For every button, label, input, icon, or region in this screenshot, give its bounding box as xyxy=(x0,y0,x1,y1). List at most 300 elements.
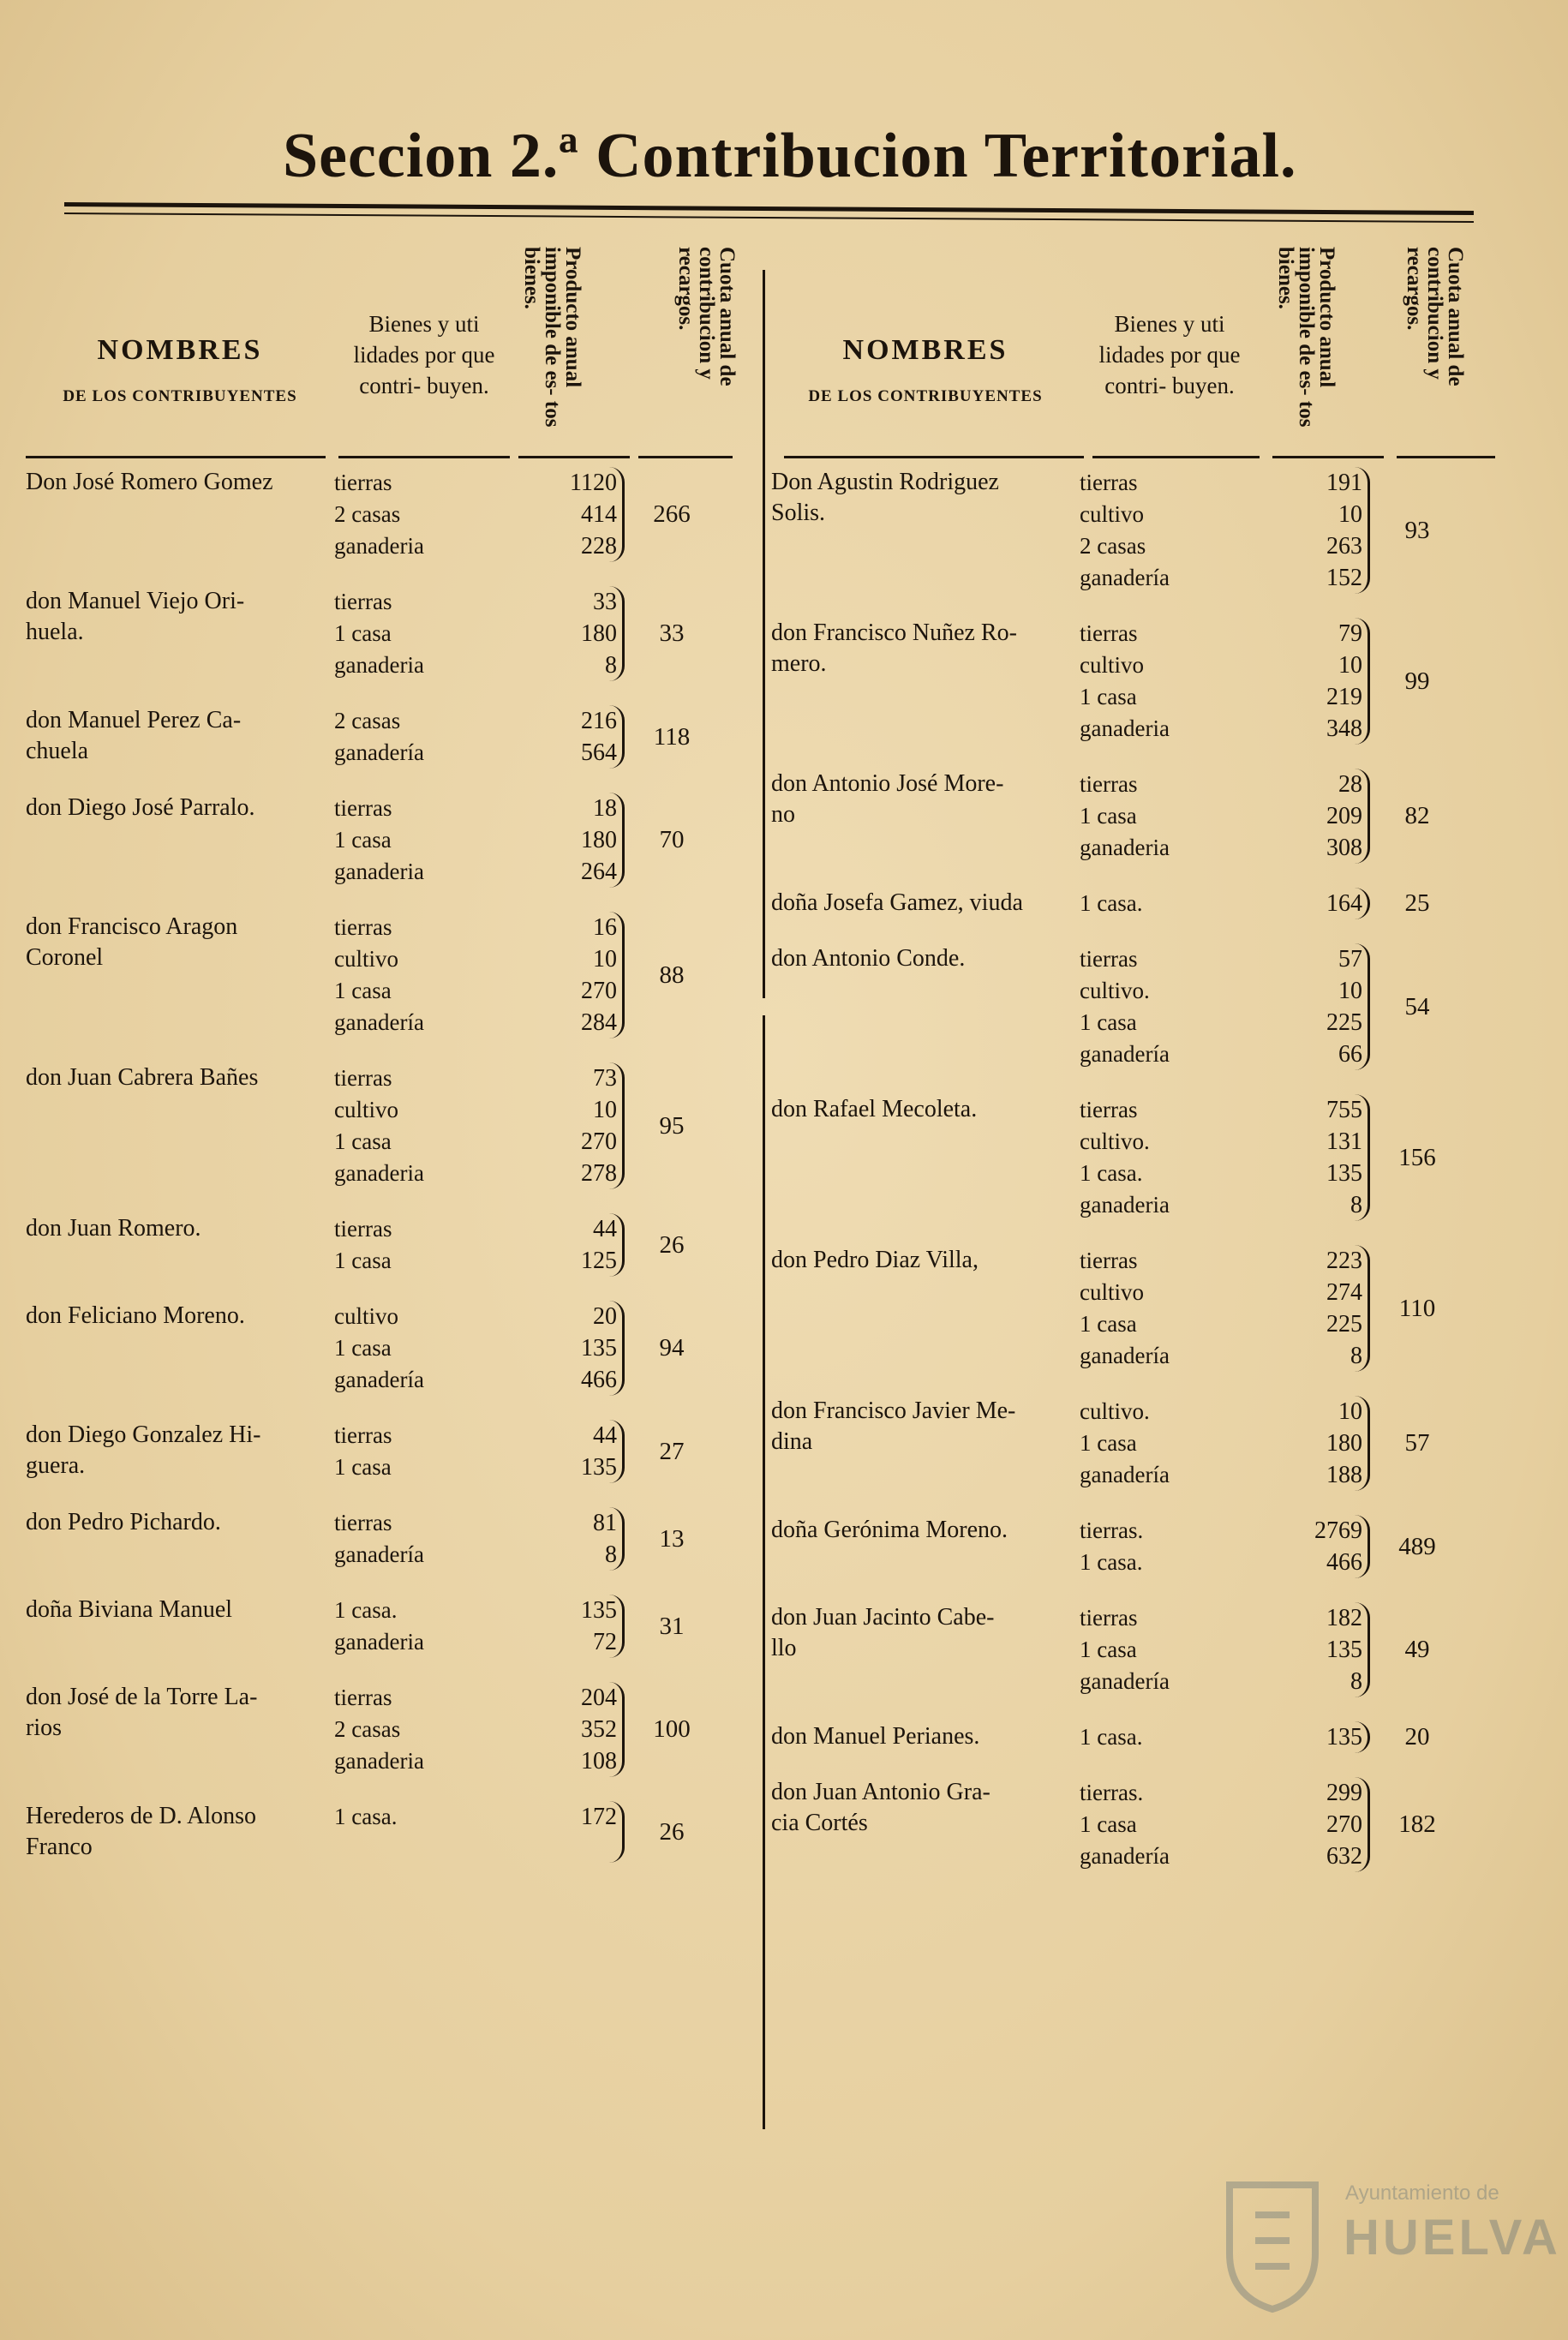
asset-item: tierras xyxy=(1080,946,1138,972)
contributor-name-line: don Pedro Diaz Villa, xyxy=(771,1247,979,1273)
taxable-values xyxy=(1277,1515,1370,1578)
contributor-name xyxy=(26,467,334,562)
watermark-line2: HUELVA xyxy=(1344,2210,1561,2265)
contributor-name xyxy=(26,586,334,681)
taxable-value: 308 xyxy=(1326,835,1362,861)
column-separator xyxy=(763,270,765,998)
taxable-value: 263 xyxy=(1326,533,1362,560)
header-producto: Producto anual imponible de es- tos bienes. xyxy=(520,247,584,428)
watermark-seal xyxy=(1217,2168,1561,2313)
taxable-value: 172 xyxy=(581,1804,617,1830)
taxable-value: 10 xyxy=(593,946,617,973)
taxable-value: 135 xyxy=(1326,1160,1362,1187)
annual-quota: 57 xyxy=(1404,1429,1430,1457)
contributor-name xyxy=(26,1595,334,1658)
contributor-name-line: don Juan Antonio Gra- xyxy=(771,1779,990,1805)
table-row xyxy=(771,1721,1491,1753)
taxable-value: 284 xyxy=(581,1009,617,1036)
taxable-values xyxy=(531,1301,625,1396)
annual-quota: 82 xyxy=(1404,802,1430,829)
asset-item: ganadería xyxy=(1080,1668,1170,1694)
annual-quota: 31 xyxy=(659,1612,685,1640)
taxable-value: 223 xyxy=(1326,1248,1362,1274)
asset-item: ganaderia xyxy=(334,859,424,884)
taxable-value: 135 xyxy=(581,1335,617,1362)
taxable-value: 228 xyxy=(581,533,617,560)
asset-item: cultivo xyxy=(1080,501,1144,527)
asset-item: tierras xyxy=(1080,1605,1138,1631)
annual-quota: 156 xyxy=(1398,1143,1436,1171)
asset-list xyxy=(1080,1602,1277,1697)
annual-quota: 88 xyxy=(659,961,685,989)
asset-item: 2 casas xyxy=(334,501,401,527)
taxable-value: 135 xyxy=(1326,1637,1362,1663)
taxable-value: 274 xyxy=(1326,1279,1362,1306)
contributor-name-line: doña Gerónima Moreno. xyxy=(771,1517,1008,1543)
taxable-value: 180 xyxy=(581,827,617,853)
taxable-value: 81 xyxy=(593,1510,617,1536)
right-entries xyxy=(771,467,1491,1872)
contributor-name-line: don Francisco Aragon xyxy=(26,913,238,940)
annual-quota: 95 xyxy=(659,1111,685,1140)
taxable-value: 414 xyxy=(581,501,617,528)
contributor-name-line: don Antonio Conde. xyxy=(771,945,966,972)
taxable-values xyxy=(531,705,625,769)
annual-quota: 20 xyxy=(1404,1723,1430,1751)
asset-item: tierras xyxy=(1080,620,1138,646)
taxable-value: 57 xyxy=(1338,946,1362,973)
contributor-name-line: rios xyxy=(26,1715,62,1741)
taxable-value: 10 xyxy=(1338,501,1362,528)
taxable-value: 72 xyxy=(593,1629,617,1655)
taxable-values xyxy=(1277,1245,1370,1372)
taxable-value: 20 xyxy=(593,1303,617,1330)
taxable-value: 164 xyxy=(1326,890,1362,917)
contributor-name xyxy=(26,705,334,769)
asset-item: ganaderia xyxy=(334,533,424,559)
taxable-value: 225 xyxy=(1326,1009,1362,1036)
right-header xyxy=(771,231,1491,467)
annual-quota: 94 xyxy=(659,1334,685,1362)
taxable-value: 10 xyxy=(1338,978,1362,1004)
taxable-value: 564 xyxy=(581,739,617,766)
table-row xyxy=(771,1515,1491,1578)
asset-list xyxy=(1080,1396,1277,1491)
contributor-name-line: don Manuel Viejo Ori- xyxy=(26,588,245,614)
asset-item: ganadería xyxy=(1080,1843,1170,1869)
asset-item: ganaderia xyxy=(334,1160,424,1186)
asset-list xyxy=(334,1507,531,1571)
asset-item: cultivo xyxy=(334,1097,398,1122)
taxable-value: 180 xyxy=(1326,1430,1362,1457)
taxable-value: 8 xyxy=(1350,1192,1362,1218)
table-row xyxy=(771,769,1491,864)
asset-list xyxy=(334,1682,531,1777)
taxable-value: 125 xyxy=(581,1248,617,1274)
asset-item: ganaderia xyxy=(334,1629,424,1655)
annual-quota: 266 xyxy=(653,500,691,528)
taxable-value: 79 xyxy=(1338,620,1362,647)
asset-item: ganaderia xyxy=(334,652,424,678)
asset-item: tierras. xyxy=(1080,1517,1144,1543)
taxable-values xyxy=(531,912,625,1038)
taxable-value: 2769 xyxy=(1314,1517,1362,1544)
taxable-value: 8 xyxy=(605,652,617,679)
right-column xyxy=(771,231,1491,1896)
taxable-values xyxy=(1277,1777,1370,1872)
asset-item: 1 casa xyxy=(334,620,392,646)
contributor-name-line: don Juan Romero. xyxy=(26,1215,201,1242)
taxable-value: 219 xyxy=(1326,684,1362,710)
table-row xyxy=(771,943,1491,1070)
asset-list xyxy=(1080,1094,1277,1221)
contributor-name-line: Herederos de D. Alonso xyxy=(26,1803,257,1829)
contributor-name-line: don Diego Gonzalez Hi- xyxy=(26,1421,261,1448)
header-divider xyxy=(338,456,510,458)
contributor-name xyxy=(771,888,1080,919)
watermark-line1: Ayuntamiento de xyxy=(1345,2181,1499,2205)
asset-item: 1 casa xyxy=(334,827,392,853)
annual-quota: 182 xyxy=(1398,1810,1436,1838)
asset-item: tierras xyxy=(334,1216,392,1242)
table-row xyxy=(26,1595,737,1658)
header-contribuyentes-label: DE LOS CONTRIBUYENTES xyxy=(63,387,297,405)
contributor-name-line: don Manuel Perianes. xyxy=(771,1723,980,1750)
asset-list xyxy=(1080,888,1277,919)
taxable-values xyxy=(1277,1396,1370,1491)
asset-item: ganaderia xyxy=(334,1748,424,1774)
taxable-value: 131 xyxy=(1326,1128,1362,1155)
asset-list xyxy=(334,586,531,681)
contributor-name-line: don Antonio José More- xyxy=(771,770,1004,797)
taxable-value: 204 xyxy=(581,1685,617,1711)
taxable-value: 299 xyxy=(1326,1780,1362,1806)
taxable-value: 352 xyxy=(581,1716,617,1743)
asset-item: 1 casa. xyxy=(334,1804,398,1829)
taxable-value: 10 xyxy=(1338,652,1362,679)
asset-item: tierras xyxy=(334,795,392,821)
contributor-name-line: Don Agustin Rodriguez xyxy=(771,469,999,495)
column-separator xyxy=(763,1015,765,2129)
asset-item: cultivo. xyxy=(1080,1398,1150,1424)
asset-list xyxy=(334,1062,531,1189)
table-row xyxy=(26,1213,737,1277)
taxable-value: 216 xyxy=(581,708,617,734)
contributor-name xyxy=(771,943,1080,1070)
contributor-name xyxy=(26,1801,334,1863)
asset-item: 1 casa xyxy=(334,1335,392,1361)
taxable-values xyxy=(1277,618,1370,745)
table-row xyxy=(771,467,1491,594)
asset-item: ganadería xyxy=(1080,1343,1170,1368)
table-row xyxy=(26,912,737,1038)
taxable-values xyxy=(531,1595,625,1658)
table-row xyxy=(771,1396,1491,1491)
asset-list xyxy=(334,1420,531,1483)
asset-item: 1 casa xyxy=(334,1454,392,1480)
taxable-value: 66 xyxy=(1338,1041,1362,1068)
header-divider xyxy=(1272,456,1384,458)
asset-list xyxy=(334,912,531,1038)
taxable-value: 755 xyxy=(1326,1097,1362,1123)
asset-item: tierras xyxy=(334,1510,392,1535)
asset-item: tierras xyxy=(334,1422,392,1448)
asset-list xyxy=(1080,1777,1277,1872)
contributor-name-line: cia Cortés xyxy=(771,1810,868,1836)
asset-item: tierras xyxy=(1080,771,1138,797)
annual-quota: 70 xyxy=(659,826,685,853)
taxable-values xyxy=(1277,1094,1370,1221)
annual-quota: 93 xyxy=(1404,516,1430,544)
taxable-value: 8 xyxy=(605,1541,617,1568)
table-row xyxy=(26,1062,737,1189)
taxable-value: 44 xyxy=(593,1216,617,1242)
asset-item: tierras xyxy=(334,1065,392,1091)
taxable-value: 108 xyxy=(581,1748,617,1774)
asset-item: ganadería xyxy=(334,1541,424,1567)
asset-item: ganaderia xyxy=(1080,1192,1170,1218)
asset-item: 1 casa xyxy=(1080,1811,1137,1837)
asset-item: cultivo. xyxy=(1080,978,1150,1003)
taxable-value: 135 xyxy=(581,1597,617,1624)
taxable-value: 152 xyxy=(1326,565,1362,591)
annual-quota: 25 xyxy=(1404,889,1430,917)
contributor-name xyxy=(26,1062,334,1189)
asset-item: tierras xyxy=(334,470,392,495)
taxable-values xyxy=(1277,467,1370,594)
contributor-name-line: don Juan Jacinto Cabe- xyxy=(771,1604,995,1631)
taxable-value: 466 xyxy=(581,1367,617,1393)
header-bienes: Bienes y uti lidades por que contri- buyen. xyxy=(353,311,495,398)
asset-item: cultivo xyxy=(334,946,398,972)
asset-list xyxy=(1080,1515,1277,1578)
contributor-name-line: mero. xyxy=(771,650,827,677)
contributor-name-line: don Rafael Mecoleta. xyxy=(771,1096,978,1122)
asset-list xyxy=(334,467,531,562)
table-row xyxy=(771,1602,1491,1697)
annual-quota: 99 xyxy=(1404,667,1430,695)
taxable-values xyxy=(531,1507,625,1571)
table-row xyxy=(771,1245,1491,1372)
contributor-name xyxy=(26,1420,334,1483)
asset-item: ganaderia xyxy=(1080,715,1170,741)
table-row xyxy=(771,1094,1491,1221)
taxable-values xyxy=(1277,1721,1370,1753)
taxable-values xyxy=(531,1420,625,1483)
contributor-name xyxy=(771,1515,1080,1578)
taxable-value: 180 xyxy=(581,620,617,647)
taxable-value: 225 xyxy=(1326,1311,1362,1338)
asset-item: 1 casa xyxy=(334,1128,392,1154)
contributor-name xyxy=(771,1396,1080,1491)
header-divider xyxy=(1092,456,1260,458)
contributor-name-line: Solis. xyxy=(771,500,826,526)
annual-quota: 33 xyxy=(659,619,685,647)
header-divider xyxy=(518,456,630,458)
taxable-values xyxy=(1277,943,1370,1070)
asset-item: 1 casa xyxy=(1080,1009,1137,1035)
contributor-name-line: don José de la Torre La- xyxy=(26,1684,258,1710)
asset-item: 1 casa. xyxy=(334,1597,398,1623)
asset-item: ganadería xyxy=(334,1009,424,1035)
annual-quota: 26 xyxy=(659,1817,685,1846)
contributor-name-line: don Francisco Nuñez Ro- xyxy=(771,619,1017,646)
annual-quota: 13 xyxy=(659,1524,685,1553)
asset-item: tierras xyxy=(1080,1097,1138,1122)
asset-list xyxy=(1080,943,1277,1070)
asset-item: 1 casa xyxy=(1080,684,1137,709)
contributor-name xyxy=(771,1602,1080,1697)
table-row xyxy=(26,1507,737,1571)
table-row xyxy=(26,1801,737,1863)
contributor-name-line: Franco xyxy=(26,1834,93,1860)
contributor-name-line: don Francisco Javier Me- xyxy=(771,1397,1016,1424)
asset-item: 2 casas xyxy=(334,1716,401,1742)
taxable-value: 8 xyxy=(1350,1343,1362,1369)
annual-quota: 54 xyxy=(1404,992,1430,1020)
asset-list xyxy=(1080,1245,1277,1372)
table-row xyxy=(26,1420,737,1483)
contributor-name xyxy=(771,618,1080,745)
taxable-value: 278 xyxy=(581,1160,617,1187)
asset-item: 1 casa. xyxy=(1080,1160,1143,1186)
taxable-value: 188 xyxy=(1326,1462,1362,1488)
taxable-value: 10 xyxy=(1338,1398,1362,1425)
table-row xyxy=(771,618,1491,745)
asset-item: 2 casas xyxy=(334,708,401,733)
table-row xyxy=(26,467,737,562)
contributor-name-line: no xyxy=(771,801,795,828)
header-contribuyentes-label: DE LOS CONTRIBUYENTES xyxy=(808,387,1043,405)
contributor-name-line: don Manuel Perez Ca- xyxy=(26,707,242,733)
asset-item: tierras xyxy=(334,914,392,940)
contributor-name xyxy=(771,467,1080,594)
taxable-value: 632 xyxy=(1326,1843,1362,1870)
taxable-values xyxy=(1277,769,1370,864)
annual-quota: 110 xyxy=(1398,1294,1436,1322)
header-nombres xyxy=(26,334,334,406)
taxable-value: 28 xyxy=(1338,771,1362,798)
asset-list xyxy=(1080,467,1277,594)
left-column xyxy=(26,231,737,1887)
asset-item: tierras xyxy=(1080,1248,1138,1273)
taxable-value: 182 xyxy=(1326,1605,1362,1631)
taxable-values xyxy=(531,1062,625,1189)
taxable-value: 209 xyxy=(1326,803,1362,829)
asset-item: cultivo xyxy=(1080,652,1144,678)
contributor-name-line: doña Biviana Manuel xyxy=(26,1596,233,1623)
taxable-value: 270 xyxy=(581,978,617,1004)
page-title: Seccion 2.ª Contribucion Territorial. xyxy=(283,121,1297,191)
asset-item: ganadería xyxy=(334,1367,424,1392)
taxable-value: 270 xyxy=(1326,1811,1362,1838)
taxable-value: 18 xyxy=(593,795,617,822)
asset-item: tierras xyxy=(334,589,392,614)
asset-item: 1 casa xyxy=(334,1248,392,1273)
header-producto: Producto anual imponible de es- tos bienes. xyxy=(1274,247,1338,428)
contributor-name-line: guera. xyxy=(26,1452,86,1479)
taxable-values xyxy=(531,467,625,562)
table-row xyxy=(26,1682,737,1777)
asset-item: cultivo xyxy=(1080,1279,1144,1305)
asset-list xyxy=(334,705,531,769)
taxable-value: 16 xyxy=(593,914,617,941)
header-nombres-label: NOMBRES xyxy=(842,334,1008,366)
title-rule-thin xyxy=(64,212,1474,223)
contributor-name-line: don Pedro Pichardo. xyxy=(26,1509,221,1535)
contributor-name xyxy=(771,1094,1080,1221)
asset-item: ganadería xyxy=(1080,1462,1170,1487)
asset-list xyxy=(334,1301,531,1396)
asset-item: ganaderia xyxy=(1080,835,1170,860)
asset-item: tierras xyxy=(1080,470,1138,495)
contributor-name xyxy=(771,769,1080,864)
asset-item: 2 casas xyxy=(1080,533,1146,559)
asset-item: ganadería xyxy=(1080,1041,1170,1067)
asset-item: tierras xyxy=(334,1685,392,1710)
annual-quota: 49 xyxy=(1404,1636,1430,1663)
crest-icon xyxy=(1217,2168,1328,2313)
contributor-name xyxy=(26,1301,334,1396)
taxable-values xyxy=(531,793,625,888)
header-divider xyxy=(784,456,1084,458)
contributor-name-line: dina xyxy=(771,1428,813,1455)
annual-quota: 26 xyxy=(659,1230,685,1259)
taxable-value: 44 xyxy=(593,1422,617,1449)
taxable-value: 1120 xyxy=(570,470,617,496)
taxable-values xyxy=(531,1213,625,1277)
asset-item: 1 casa xyxy=(1080,1637,1137,1662)
header-divider xyxy=(26,456,326,458)
header-bienes: Bienes y uti lidades por que contri- buyen. xyxy=(1098,311,1241,398)
asset-item: tierras. xyxy=(1080,1780,1144,1805)
annual-quota: 27 xyxy=(659,1437,685,1465)
taxable-values xyxy=(531,1682,625,1777)
contributor-name-line: llo xyxy=(771,1635,797,1661)
taxable-value: 466 xyxy=(1326,1549,1362,1576)
taxable-value: 191 xyxy=(1326,470,1362,496)
contributor-name xyxy=(26,1682,334,1777)
taxable-values xyxy=(531,1801,625,1863)
asset-list xyxy=(334,1213,531,1277)
table-row xyxy=(26,586,737,681)
asset-list xyxy=(334,1801,531,1863)
taxable-value: 264 xyxy=(581,859,617,885)
contributor-name xyxy=(26,1507,334,1571)
annual-quota: 100 xyxy=(653,1715,691,1743)
asset-item: 1 casa. xyxy=(1080,1549,1143,1575)
contributor-name xyxy=(771,1777,1080,1872)
taxable-value: 33 xyxy=(593,589,617,615)
taxable-value: 8 xyxy=(1350,1668,1362,1695)
annual-quota: 489 xyxy=(1398,1532,1436,1560)
header-cuota: Cuota anual de contribucion y recargos. xyxy=(1403,247,1467,386)
taxable-value: 135 xyxy=(1326,1724,1362,1751)
contributor-name xyxy=(26,912,334,1038)
taxable-values xyxy=(1277,888,1370,919)
taxable-values xyxy=(1277,1602,1370,1697)
asset-item: 1 casa. xyxy=(1080,890,1143,916)
asset-item: cultivo xyxy=(334,1303,398,1329)
taxable-value: 348 xyxy=(1326,715,1362,742)
taxable-value: 270 xyxy=(581,1128,617,1155)
contributor-name-line: don Feliciano Moreno. xyxy=(26,1302,245,1329)
contributor-name-line: doña Josefa Gamez, viuda xyxy=(771,889,1023,916)
taxable-value: 73 xyxy=(593,1065,617,1092)
asset-item: 1 casa xyxy=(1080,803,1137,829)
header-divider xyxy=(638,456,733,458)
contributor-name xyxy=(26,793,334,888)
